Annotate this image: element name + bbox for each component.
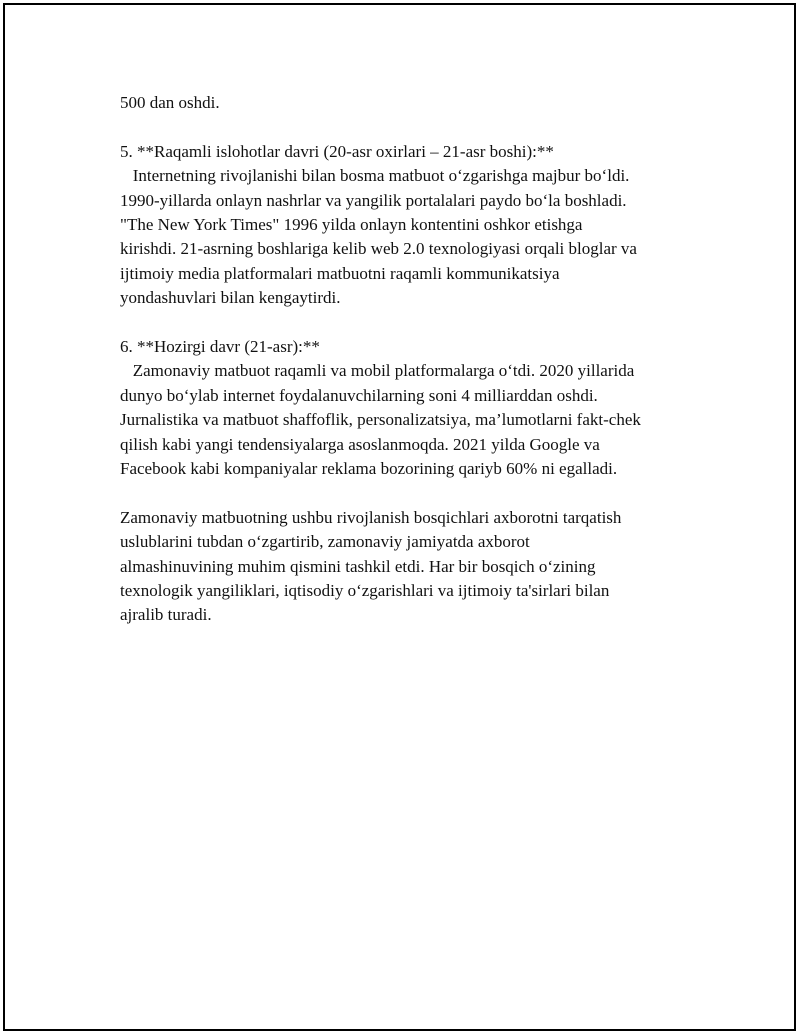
text-line: yondashuvlari bilan kengaytirdi. <box>120 288 341 308</box>
text-line: Jurnalistika va matbuot shaffoflik, personalizatsiya, ma’lumotlarni fakt-chek <box>120 410 641 430</box>
text-line: Zamonaviy matbuotning ushbu rivojlanish bosqichlari axborotni tarqatish <box>120 507 622 527</box>
paragraph-gap <box>120 311 710 335</box>
text-line: Facebook kabi kompaniyalar reklama bozorining qariyb 60% ni egalladi. <box>120 459 618 479</box>
text-line: qilish kabi yangi tendensiyalarga asoslanmoqda. 2021 yilda Google va <box>120 434 600 454</box>
text-line: 1990-yillarda onlayn nashrlar va yangilik portalalari paydo bo‘la boshladi. <box>120 190 627 210</box>
paragraph-gap <box>120 481 710 505</box>
document-body <box>120 91 710 628</box>
section-heading-5: 5. **Raqamli islohotlar davri (20-asr oxirlari – 21-asr boshi):** <box>120 141 554 161</box>
text-line: almashinuvining muhim qismini tashkil etdi. Har bir bosqich o‘zining <box>120 556 596 576</box>
text-line: 500 dan oshdi. <box>120 93 220 112</box>
paragraph-gap <box>120 115 710 139</box>
text-line: ajralib turadi. <box>120 605 212 625</box>
text-line: kirishdi. 21-asrning boshlariga kelib web 2.0 texnologiyasi orqali bloglar va <box>120 239 637 259</box>
document-page <box>3 3 796 1031</box>
text-line: dunyo bo‘ylab internet foydalanuvchilarning soni 4 milliarddan oshdi. <box>120 385 598 405</box>
text-line: Internetning rivojlanishi bilan bosma matbuot o‘zgarishga majbur bo‘ldi. <box>120 166 630 186</box>
text-line: ijtimoiy media platformalari matbuotni raqamli kommunikatsiya <box>120 263 560 283</box>
text-line: Zamonaviy matbuot raqamli va mobil platformalarga o‘tdi. 2020 yillarida <box>120 361 635 381</box>
text-line: uslublarini tubdan o‘zgartirib, zamonaviy jamiyatda axborot <box>120 532 530 552</box>
text-line: texnologik yangiliklari, iqtisodiy o‘zgarishlari va ijtimoiy ta'sirlari bilan <box>120 581 610 601</box>
section-heading-6: 6. **Hozirgi davr (21-asr):** <box>120 337 320 357</box>
text-line: "The New York Times" 1996 yilda onlayn kontentini oshkor etishga <box>120 215 583 235</box>
